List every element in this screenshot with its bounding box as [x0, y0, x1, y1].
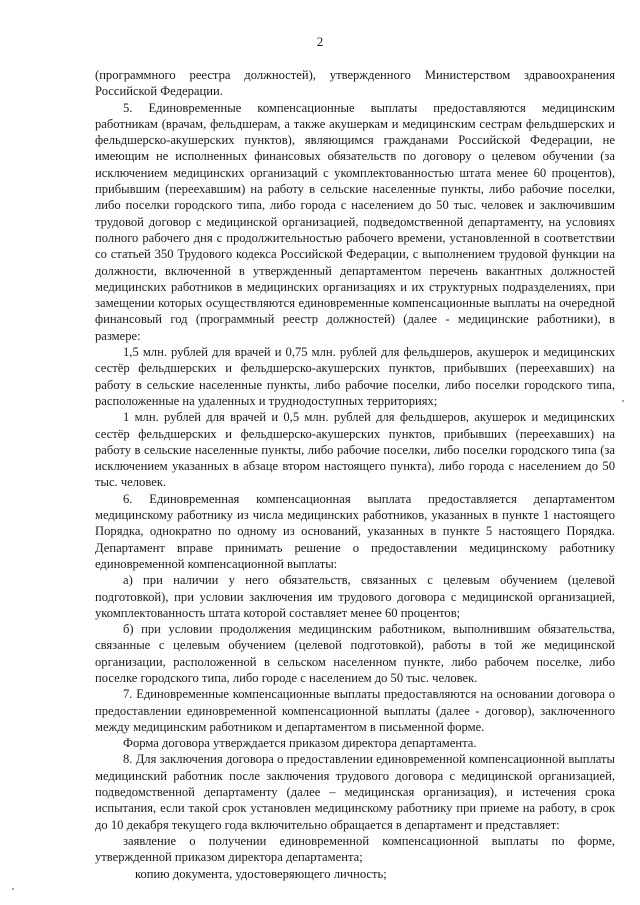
paragraph: 5. Единовременные компенсационные выплаты предоставляются медицинским работникам (врачам, фельдшерам, а также акушеркам и медицинским сестрам фельдшерских и фельдшерско-акушерских пунктов), являющимся гражданами Российской Федерации, не имеющим не исполненных финансовых обязательств по договору о целевом обучении (за исключением медицинских организаций с укомплектованностью штата менее 60 процентов), прибывшим (переехавшим) на работу в сельские населенные пункты, либо рабочие поселки, либо поселки городского типа, либо города с населением до 50 тыс. человек и заключившим трудовой договор с медицинской организацией, подведомственной департаменту, на условиях полного рабочего дня с продолжительностью рабочего времени, установленной в соответствии со статьей 350 Трудового кодекса Российской Федерации, с выполнением трудовой функции на должности, включенной в утвержденный департаментом перечень вакантных должностей медицинских работников в медицинских организациях и их структурных подразделениях, при замещении которых осуществляются единовременные компенсационные выплаты на очередной финансовый год (программный реестр должностей) (далее - медицинские работники), в размере: — [95, 100, 615, 343]
paragraph: 7. Единовременные компенсационные выплаты предоставляются на основании договора о предоставлении единовременной компенсационной выплаты (далее - договор), заключенного между медицинским работником и департаментом в письменной форме. — [95, 687, 615, 734]
paragraph: копию документа, удостоверяющего личность; — [135, 866, 387, 881]
paragraph: Форма договора утверждается приказом директора департамента. — [123, 736, 477, 751]
paragraph: (программного реестра должностей), утвержденного Министерством здравоохранения Российской Федерации. — [95, 68, 615, 99]
scan-speck — [622, 400, 624, 402]
paragraph: а) при наличии у него обязательств, связанных с целевым обучением (целевой подготовкой), при условии заключения им трудового договора с медицинской организацией, укомплектованность штата которой составляет менее 60 процентов; — [95, 573, 615, 620]
paragraph: 1,5 млн. рублей для врачей и 0,75 млн. рублей для фельдшеров, акушерок и медицинских сестёр фельдшерских и фельдшерско-акушерских пунктов, прибывших (переехавших) на работу в сельские населенные пункты, либо рабочие поселки, либо поселки городского типа, расположенные на удаленных и труднодоступных территориях; — [95, 345, 615, 408]
paragraph: 1 млн. рублей для врачей и 0,5 млн. рублей для фельдшеров, акушерок и медицинских сестёр фельдшерских и фельдшерско-акушерских пунктов, прибывших (переехавших) на работу в сельские населенные пункты, либо рабочие поселки, либо поселки городского типа (за исключением указанных в абзаце втором настоящего пункта), либо города с населением до 50 тыс. человек. — [95, 410, 615, 490]
paragraph: заявление о получении единовременной компенсационной выплаты по форме, утвержденной приказом директора департамента; — [95, 833, 615, 865]
page-number: 2 — [316, 34, 324, 49]
paragraph: б) при условии продолжения медицинским работником, выполнившим обязательства, связанные с целевым обучением (целевой подготовкой), работы в той же медицинской организации, расположенной в сельском населенном пункте, либо рабочем поселке, либо поселке городского типа, либо городе с населением до 50 тыс. человек. — [95, 622, 615, 685]
document-body — [95, 67, 615, 882]
scan-speck — [12, 888, 14, 890]
paragraph: 8. Для заключения договора о предоставлении единовременной компенсационной выплаты медицинский работник после заключения трудового договора с медицинской организацией, подведомственной департаменту (далее – медицинская организация), и истечения срока испытания, если такой срок установлен медицинскому работнику при приеме на работу, в срок до 10 декабря текущего года включительно обращается в департамент и представляет: — [95, 752, 615, 832]
paragraph: 6. Единовременная компенсационная выплата предоставляется департаментом медицинскому работнику из числа медицинских работников, указанных в пункте 1 настоящего Порядка, однократно по одному из оснований, указанных в пункте 5 настоящего Порядка. Департамент вправе принимать решение о предоставлении медицинскому работнику единовременной компенсационной выплаты: — [95, 491, 615, 571]
